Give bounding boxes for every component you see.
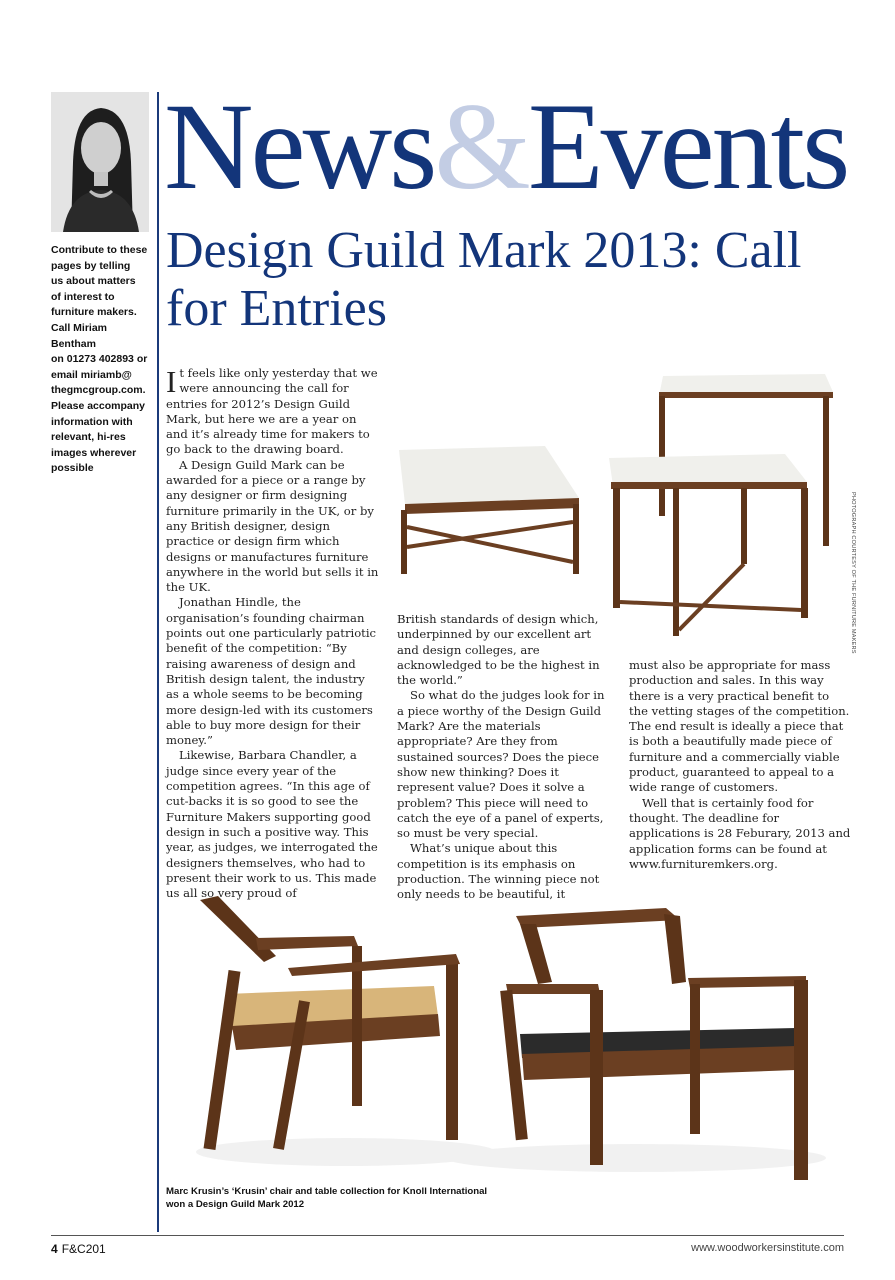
photo-caption: Marc Krusin’s ‘Krusin’ chair and table collection for Knoll International won a Design Guild Mark 2012 <box>166 1186 488 1210</box>
paragraph: Jonathan Hindle, the organisation’s founding chairman points out one particularly patriotic benefit of the competition: “By raising awareness of design and British design talent, the industry as a whole seems to be becoming more design-led with its customers able to buy more design for their money.” <box>166 595 377 748</box>
column-divider <box>157 92 159 1232</box>
footer-folio <box>51 1242 106 1256</box>
issue-label: F&C201 <box>61 1242 106 1256</box>
tables-photo <box>397 362 845 640</box>
contributor-photo <box>51 92 149 232</box>
paragraph: It feels like only yesterday that we were announcing the call for entries for 2012’s Design Guild Mark, but here we are a year on and it’s already time for makers to go back to the drawing board. <box>166 364 378 457</box>
paragraph: British standards of design which, underpinned by our excellent art and design colleges, are acknowledged to be the highest in the world.” <box>397 612 600 688</box>
footer-rule <box>51 1235 844 1236</box>
masthead-events: Events <box>527 78 848 215</box>
article-column-3 <box>629 658 851 872</box>
article-column-2 <box>397 612 615 903</box>
paragraph: Likewise, Barbara Chandler, a judge since every year of the competition agrees. “In this age of cut-backs it is so good to see the Furniture Makers supporting good design in such a positive way. This year, as judges, we interrogated the designers themselves, who had to present their work to us. This made us all so very proud of <box>166 748 378 901</box>
article-column-1 <box>166 366 380 901</box>
chairs-photo <box>166 890 846 1180</box>
paragraph: What’s unique about this competition is its emphasis on production. The winning piece not only needs to be beautiful, it <box>397 841 600 902</box>
paragraph: must also be appropriate for mass production and sales. In this way there is a very practical benefit to the vetting stages of the competition. The end result is ideally a piece that is both a beautifully made piece of furniture and a commercially viable product, guaranteed to appeal to a wide range of customers. <box>629 658 850 795</box>
footer-url[interactable]: www.woodworkersinstitute.com <box>691 1242 844 1254</box>
masthead-news: News <box>164 78 435 215</box>
contributor-note: Contribute to these pages by telling us about matters of interest to furniture makers. Call Miriam Bentham on 01273 402893 or email miriamb@ thegmcgroup.com. Please accompany information with relevant, hi-res images wherever possible <box>51 244 148 475</box>
section-masthead <box>164 78 864 215</box>
page-number: 4 <box>51 1242 58 1256</box>
paragraph: A Design Guild Mark can be awarded for a piece or a range by any designer or firm designing furniture primarily in the UK, or by any British designer, design practice or design firm which designs or manufactures furniture anywhere in the world but sells it in the UK. <box>166 457 379 595</box>
paragraph: Well that is certainly food for thought. The deadline for applications is 28 Feburary, 2013 and application forms can be found at www.furnituremkers.org. <box>629 795 851 871</box>
paragraph: So what do the judges look for in a piece worthy of the Design Guild Mark? Are the materials appropriate? Are they from sustained sources? Does the piece show new thinking? Does it represent value? Does it solve a problem? This piece will need to catch the eye of a panel of experts, so must be very special. <box>397 688 605 841</box>
photo-credit: PHOTOGRAPH COURTESY OF THE FURNITURE MAKERS <box>850 492 856 654</box>
article-headline: Design Guild Mark 2013: Call for Entries <box>166 222 802 337</box>
masthead-ampersand: & <box>434 78 528 215</box>
drop-cap: I <box>166 364 177 399</box>
